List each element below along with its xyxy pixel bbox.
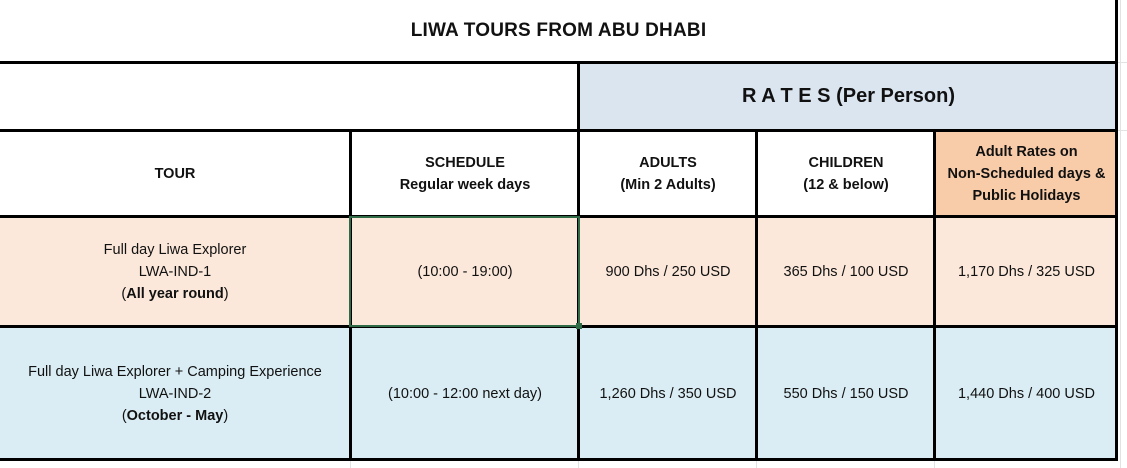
table-row-1-children[interactable]: [758, 218, 934, 326]
gridline: [934, 461, 935, 468]
tour-name: Full day Liwa Explorer: [103, 242, 247, 258]
adult-rate: 900 Dhs / 250 USD: [605, 264, 731, 280]
table-border: [933, 129, 936, 461]
column-header-tour[interactable]: [0, 132, 350, 216]
active-cell-selection[interactable]: [349, 216, 580, 327]
column-header-sublabel: Non-Scheduled days &: [947, 166, 1106, 182]
gridline: [350, 461, 351, 468]
table-border: [755, 129, 758, 461]
table-row-2-tour[interactable]: [0, 328, 350, 459]
rates-header-cell[interactable]: [580, 63, 1117, 130]
column-header-schedule[interactable]: [352, 132, 578, 216]
column-header-sublabel: Public Holidays: [972, 188, 1081, 204]
gridline: [1120, 0, 1121, 468]
fill-handle[interactable]: [576, 323, 582, 329]
column-header-label: CHILDREN: [808, 155, 884, 171]
table-row-2-holiday[interactable]: [936, 328, 1117, 459]
tour-season: (October - May): [121, 407, 229, 424]
holiday-rate: 1,170 Dhs / 325 USD: [957, 264, 1096, 280]
gridline: [578, 461, 579, 468]
column-header-adults[interactable]: [580, 132, 756, 216]
child-rate: 365 Dhs / 100 USD: [783, 264, 909, 280]
column-header-sublabel: Regular week days: [399, 177, 531, 193]
table-border: [1115, 0, 1118, 461]
table-row-2-adults[interactable]: [580, 328, 756, 459]
column-header-children[interactable]: [758, 132, 934, 216]
gridline: [756, 461, 757, 468]
column-header-sublabel: (Min 2 Adults): [620, 177, 716, 193]
table-row-1-adults[interactable]: [580, 218, 756, 326]
adult-rate: 1,260 Dhs / 350 USD: [599, 385, 737, 402]
column-header-holiday-rates[interactable]: [936, 132, 1117, 216]
table-row-1-holiday[interactable]: [936, 218, 1117, 326]
schedule-value: (10:00 - 12:00 next day): [388, 385, 542, 402]
tour-code: LWA-IND-1: [138, 264, 212, 280]
table-row-2-schedule[interactable]: [352, 328, 578, 459]
column-header-sublabel: (12 & below): [803, 177, 889, 193]
holiday-rate: 1,440 Dhs / 400 USD: [957, 385, 1096, 402]
tour-season: (All year round): [121, 286, 229, 302]
column-header-label: TOUR: [154, 166, 196, 182]
column-header-label: SCHEDULE: [425, 155, 505, 171]
sheet-title-cell[interactable]: [0, 0, 1117, 61]
empty-merged-cell[interactable]: [0, 63, 577, 130]
column-header-label: ADULTS: [639, 155, 697, 171]
table-border: [0, 458, 1118, 461]
table-row-1-tour[interactable]: [0, 218, 350, 326]
sheet-title: LIWA TOURS FROM ABU DHABI: [410, 19, 707, 41]
rates-header: R A T E S (Per Person): [741, 85, 955, 107]
column-header-label: Adult Rates on: [975, 144, 1078, 160]
gridline: [1117, 62, 1127, 63]
table-row-2-children[interactable]: [758, 328, 934, 459]
table-border: [0, 61, 1118, 64]
gridline: [1117, 130, 1127, 131]
tour-code: LWA-IND-2: [138, 385, 212, 402]
schedule-value: (10:00 - 19:00): [417, 264, 513, 280]
tour-name: Full day Liwa Explorer + Camping Experience: [28, 363, 322, 380]
child-rate: 550 Dhs / 150 USD: [783, 385, 909, 402]
table-border: [0, 129, 1118, 132]
